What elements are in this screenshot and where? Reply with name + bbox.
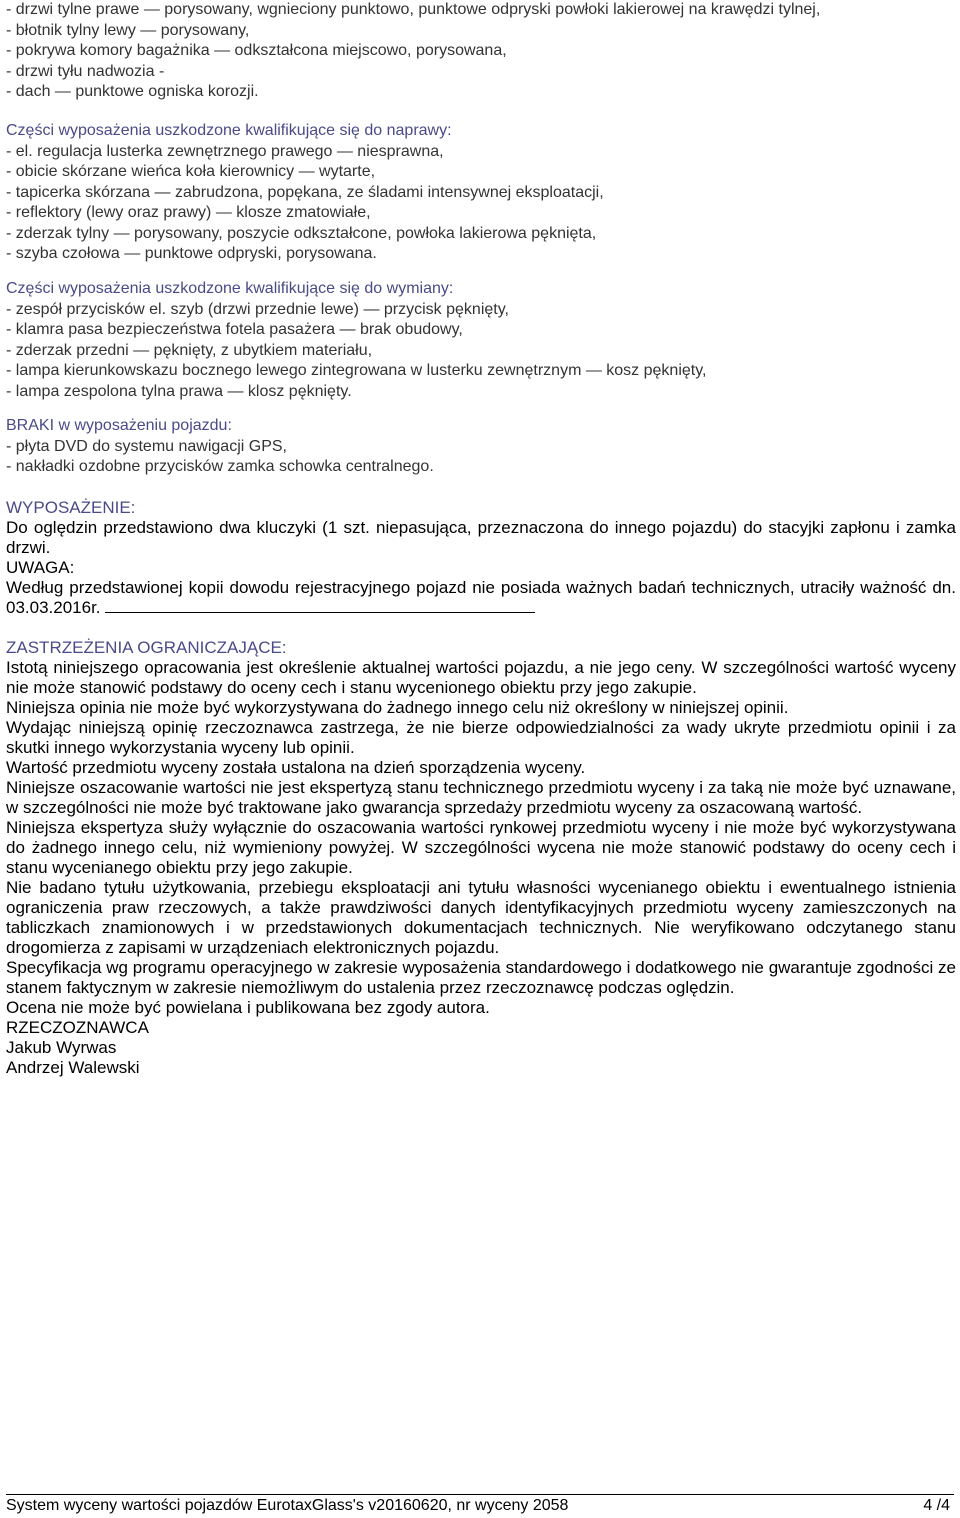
reservation-paragraph: Ocena nie może być powielana i publikowana bez zgody autora. <box>6 998 490 1017</box>
replace-parts-section <box>6 279 956 402</box>
list-item: - szyba czołowa — punktowe odpryski, porysowana. <box>6 245 377 262</box>
reservation-paragraph: Niniejsze oszacowanie wartości nie jest ekspertyzą stanu technicznego przedmiotu wyceny i za taką nie może być uznawane, w szczególności nie może być traktowane jako gwarancja sprzedaży przedmiotu wyceny za oszacowaną wartość. <box>6 778 956 817</box>
reservations-heading: ZASTRZEŻENIA OGRANICZAJĄCE: <box>6 638 287 657</box>
list-item: - obicie skórzane wieńca koła kierownicy — wytarte, <box>6 163 376 180</box>
warning-paragraph <box>6 578 956 618</box>
list-item: - zderzak tylny — porysowany, poszycie odkształcone, powłoka lakierowa pęknięta, <box>6 224 597 242</box>
replace-parts-heading: Części wyposażenia uszkodzone kwalifikujące się do wymiany: <box>6 280 454 297</box>
reservation-paragraph: Niniejsza ekspertyza służy wyłącznie do oszacowania wartości rynkowej przedmiotu wyceny i nie może być wykorzystywana do żadnego innego celu, niż wymieniony powyżej. W szczególności wycena nie może stanowić podstawy do oceny cech i stanu wycenianego obiektu przy jego zakupie. <box>6 818 956 877</box>
list-item: - dach — punktowe ogniska korozji. <box>6 83 259 100</box>
reservation-paragraph: Istotą niniejszego opracowania jest określenie aktualnej wartości pojazdu, a nie jego ceny. W szczególności wartość wyceny nie może stanowić podstawy do oceny cech i stanu wycenionego obiektu przy jego zakupie. <box>6 658 956 697</box>
repair-parts-section <box>6 121 956 265</box>
list-item: - klamra pasa bezpieczeństwa fotela pasażera — brak obudowy, <box>6 321 463 338</box>
repair-parts-heading: Części wyposażenia uszkodzone kwalifikujące się do naprawy: <box>6 122 452 139</box>
list-item: - lampa zespolona tylna prawa — klosz pęknięty. <box>6 382 352 400</box>
warning-text: Według przedstawionej kopii dowodu rejestracyjnego pojazd nie posiada ważnych badań technicznych, utraciły ważność dn. 03.03.2016r. <box>6 578 956 617</box>
footer-divider <box>6 1494 954 1495</box>
missing-equipment-heading: BRAKI w wyposażeniu pojazdu: <box>6 417 232 434</box>
list-item: - zderzak przedni — pęknięty, z ubytkiem materiału, <box>6 341 373 359</box>
reservation-paragraph: Specyfikacja wg programu operacyjnego w zakresie wyposażenia standardowego i dodatkowego nie gwarantuje zgodności ze stanem faktycznym w zakresie niemożliwym do ustalenia przez rzeczoznawcę podczas oględzin. <box>6 958 956 997</box>
list-item: - drzwi tylne prawe — porysowany, wgnieciony punktowo, punktowe odpryski powłoki lakierowej na krawędzi tylnej, <box>6 1 821 18</box>
signature-name: Jakub Wyrwas <box>6 1038 117 1057</box>
blank-underline <box>105 598 535 613</box>
list-item: - reflektory (lewy oraz prawy) — klosze zmatowiałe, <box>6 204 371 221</box>
equipment-section <box>6 498 956 618</box>
list-item: - pokrywa komory bagażnika — odkształcona miejscowo, porysowana, <box>6 42 507 59</box>
list-item: - tapicerka skórzana — zabrudzona, popękana, ze śladami intensywnej eksploatacji, <box>6 183 604 201</box>
reservation-paragraph: Niniejsza opinia nie może być wykorzystywana do żadnego innego celu niż określony w niniejszej opinii. <box>6 698 789 717</box>
list-item: - nakładki ozdobne przycisków zamka schowka centralnego. <box>6 458 434 475</box>
list-item: - płyta DVD do systemu nawigacji GPS, <box>6 437 287 455</box>
reservation-paragraph: Wydając niniejszą opinię rzeczoznawca zastrzega, że nie bierze odpowiedzialności za wady ukryte przedmiotu opinii i za skutki innego wykorzystania wyceny lub opinii. <box>6 718 956 757</box>
reservation-paragraph: Nie badano tytułu użytkowania, przebiegu eksploatacji ani tytułu własności wycenianego obiektu i ewentualnego istnienia ograniczenia praw rzeczowych, a także prawdziwości danych identyfikacyjnych przedmiotu wyceny zamieszczonych na tabliczkach znamionowych i w przedstawionych dokumentacjach technicznych. Nie weryfikowano odczytanego stanu drogomierza z zapisami w urządzeniach elektronicznych pojazdu. <box>6 878 956 957</box>
damage-list <box>6 0 956 103</box>
list-item: - zespół przycisków el. szyb (drzwi przednie lewe) — przycisk pęknięty, <box>6 300 509 318</box>
signature-name: Andrzej Walewski <box>6 1058 140 1077</box>
list-item: - drzwi tyłu nadwozia - <box>6 62 165 80</box>
footer-page-number: 4 /4 <box>923 1497 950 1514</box>
list-item: - el. regulacja lusterka zewnętrznego prawego — niesprawna, <box>6 142 444 160</box>
footer-system-info: System wyceny wartości pojazdów EurotaxGlass's v20160620, nr wyceny 2058 <box>6 1497 569 1514</box>
warning-label: UWAGA: <box>6 558 75 577</box>
list-item: - błotnik tylny lewy — porysowany, <box>6 21 250 39</box>
reservation-paragraph: Wartość przedmiotu wyceny została ustalona na dzień sporządzenia wyceny. <box>6 758 586 777</box>
missing-equipment-section <box>6 416 956 478</box>
list-item: - lampa kierunkowskazu bocznego lewego zintegrowana w lusterku zewnętrznym — kosz pęknięty, <box>6 362 707 379</box>
reservations-section <box>6 638 956 1078</box>
equipment-heading: WYPOSAŻENIE: <box>6 498 136 517</box>
signature-title: RZECZOZNAWCA <box>6 1018 149 1037</box>
equipment-text: Do oględzin przedstawiono dwa kluczyki (1 szt. niepasująca, przeznaczona do innego pojazdu) do stacyjki zapłonu i zamka drzwi. <box>6 518 956 557</box>
